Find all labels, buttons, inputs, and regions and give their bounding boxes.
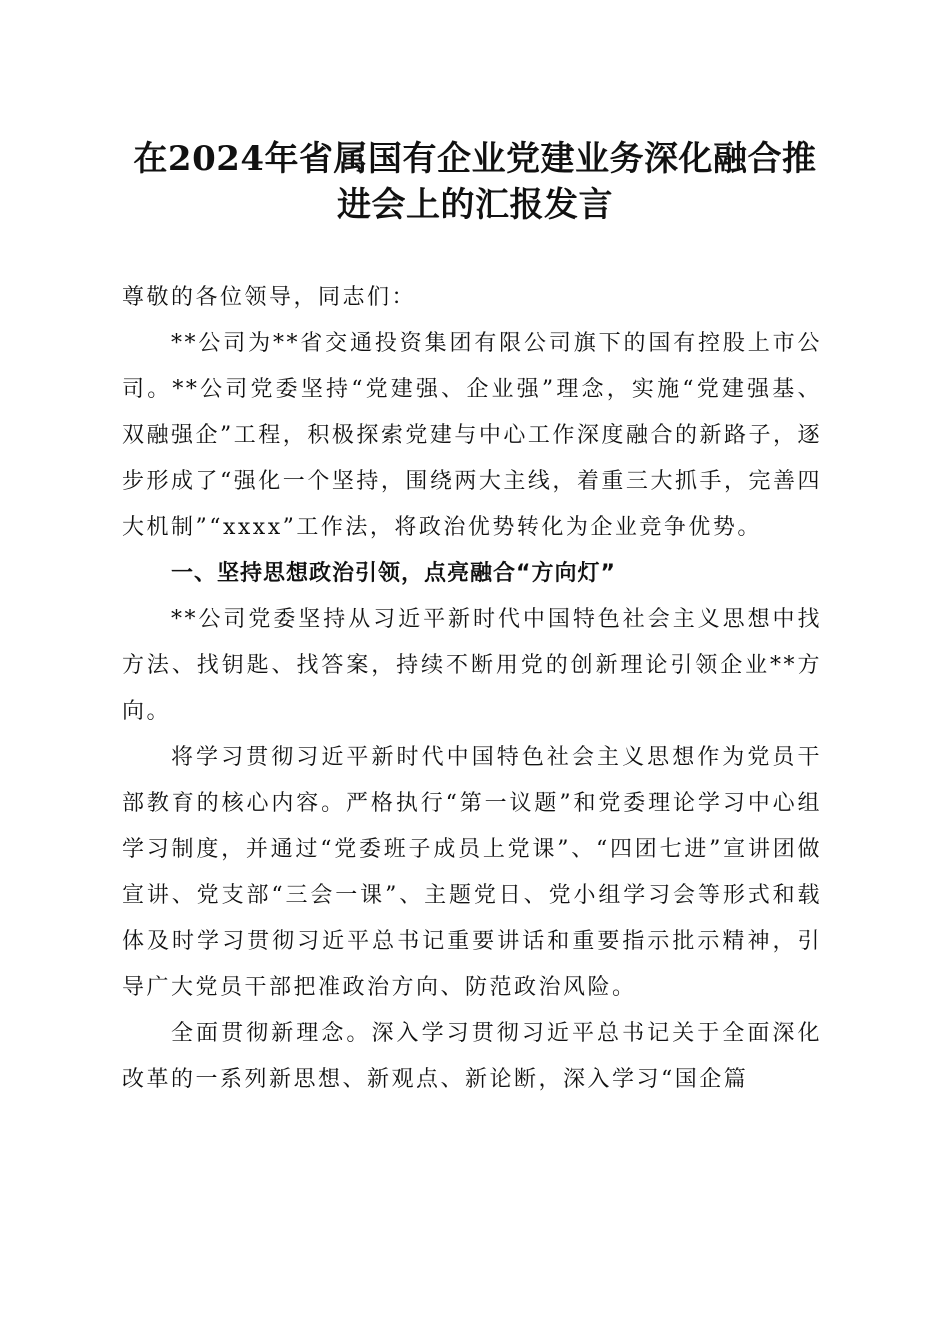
section-heading-1: 一、坚持思想政治引领，点亮融合“方向灯”	[171, 561, 616, 586]
document-body	[122, 275, 822, 1103]
paragraph-intro: **公司为**省交通投资集团有限公司旗下的国有控股上市公司。**公司党委坚持“党建强、企业强”理念，实施“党建强基、双融强企”工程，积极探索党建与中心工作深度融合的新路子，逐步形成了“强化一个坚持，围绕两大主线，着重三大抓手，完善四大机制”“xxxx”工作法，将政治优势转化为企业竞争优势。	[122, 331, 822, 540]
salutation: 尊敬的各位领导，同志们：	[122, 285, 417, 310]
title-line-1: 在2024年省属国有企业党建业务深化融合推	[133, 139, 817, 179]
paragraph-study-thought: 将学习贯彻习近平新时代中国特色社会主义思想作为党员干部教育的核心内容。严格执行“第一议题”和党委理论学习中心组学习制度，并通过“党委班子成员上党课”、“四团七进”宣讲团做宣讲、党支部“三会一课”、主题党日、党小组学习会等形式和载体及时学习贯彻习近平总书记重要讲话和重要指示批示精神，引导广大党员干部把准政治方向、防范政治风险。	[122, 745, 822, 1000]
title-line-2: 进会上的汇报发言	[337, 185, 613, 225]
document-title	[118, 136, 832, 228]
paragraph-section-1-intro: **公司党委坚持从习近平新时代中国特色社会主义思想中找方法、找钥匙、找答案，持续不断用党的创新理论引领企业**方向。	[122, 607, 822, 724]
paragraph-new-concept: 全面贯彻新理念。深入学习贯彻习近平总书记关于全面深化改革的一系列新思想、新观点、新论断，深入学习“国企篇	[122, 1021, 822, 1092]
